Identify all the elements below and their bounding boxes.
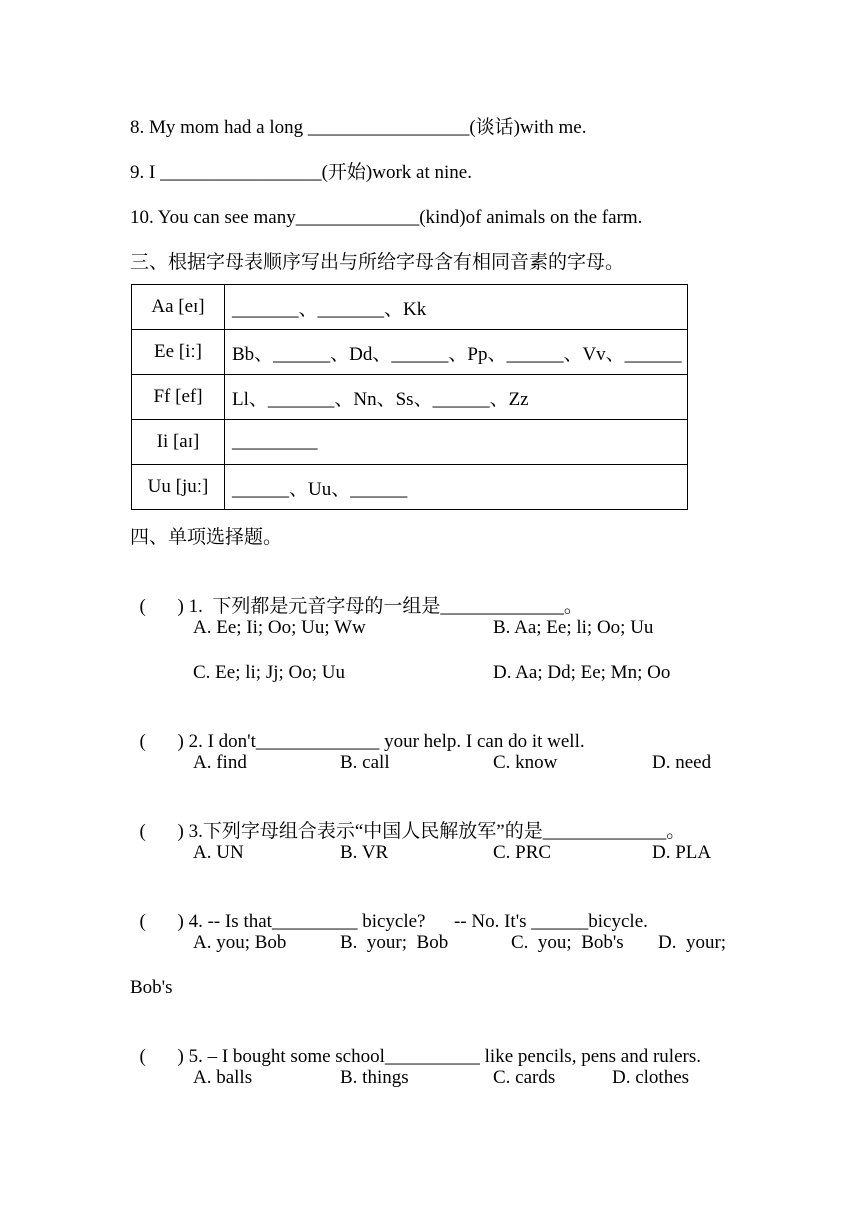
answer-paren: (: [139, 821, 146, 842]
table-row: [132, 375, 688, 420]
question-5: [130, 1021, 701, 1069]
row-content: Ll、_______、Nn、Ss、______、Zz: [225, 375, 688, 420]
row-content: ______、Uu、______: [225, 465, 688, 510]
table-row: [132, 330, 688, 375]
question-4: [130, 886, 648, 934]
option-b: B. VR: [340, 842, 389, 863]
letters-table: [131, 284, 688, 510]
answer-paren: (: [139, 1046, 146, 1067]
option-c: C. you; Bob's: [511, 932, 624, 953]
option-a: A. find: [193, 752, 247, 773]
table-row: [132, 285, 688, 330]
row-label: Aa [eɪ]: [132, 285, 225, 330]
section3-heading: 三、根据字母表顺序写出与所给字母含有相同音素的字母。: [130, 252, 625, 273]
option-c: C. PRC: [493, 842, 552, 863]
option-d: D. need: [652, 752, 712, 773]
question-2: [130, 706, 585, 754]
option-a: A. Ee; Ii; Oo; Uu; Ww: [193, 617, 366, 638]
option-b: B. things: [340, 1067, 409, 1088]
question-stem: ) 5. – I bought some school__________ like pencils, pens and rulers.: [177, 1046, 701, 1067]
option-a: A. you; Bob: [193, 932, 287, 953]
option-c: C. cards: [493, 1067, 556, 1088]
question-3: [130, 796, 685, 844]
option-d: D. PLA: [652, 842, 712, 863]
question-stem: ) 4. -- Is that_________ bicycle? -- No. It's ______bicycle.: [177, 911, 648, 932]
option-b: B. your; Bob: [340, 932, 449, 953]
fill-item-9: 9. I _________________(开始)work at nine.: [130, 162, 472, 183]
section4-heading: 四、单项选择题。: [130, 527, 283, 548]
option-d: D. your;: [658, 932, 727, 953]
row-label: Ii [aɪ]: [132, 420, 225, 465]
answer-paren: (: [139, 596, 146, 617]
row-label: Uu [juː]: [132, 465, 225, 510]
option-d: D. clothes: [612, 1067, 690, 1088]
row-label: Ee [iː]: [132, 330, 225, 375]
question-stem: ) 1. 下列都是元音字母的一组是_____________。: [177, 596, 583, 617]
option-b: B. call: [340, 752, 390, 773]
option-d: D. Aa; Dd; Ee; Mn; Oo: [493, 662, 671, 683]
row-content: Bb、______、Dd、______、Pp、______、Vv、______: [225, 330, 688, 375]
option-d-wrap: Bob's: [130, 977, 173, 998]
option-b: B. Aa; Ee; li; Oo; Uu: [493, 617, 654, 638]
row-content: _______、_______、Kk: [225, 285, 688, 330]
option-a: A. balls: [193, 1067, 253, 1088]
option-c: C. know: [493, 752, 558, 773]
row-content: _________: [225, 420, 688, 465]
option-c: C. Ee; li; Jj; Oo; Uu: [193, 662, 345, 683]
option-a: A. UN: [193, 842, 244, 863]
question-stem: ) 3.下列字母组合表示“中国人民解放军”的是_____________。: [177, 821, 686, 842]
table-row: [132, 420, 688, 465]
fill-item-10: 10. You can see many_____________(kind)of animals on the farm.: [130, 207, 643, 228]
question-stem: ) 2. I don't_____________ your help. I can do it well.: [177, 731, 585, 752]
answer-paren: (: [139, 911, 146, 932]
answer-paren: (: [139, 731, 146, 752]
row-label: Ff [ef]: [132, 375, 225, 420]
table-row: [132, 465, 688, 510]
fill-item-8: 8. My mom had a long _________________(谈话)with me.: [130, 117, 587, 138]
question-1: [130, 571, 583, 619]
